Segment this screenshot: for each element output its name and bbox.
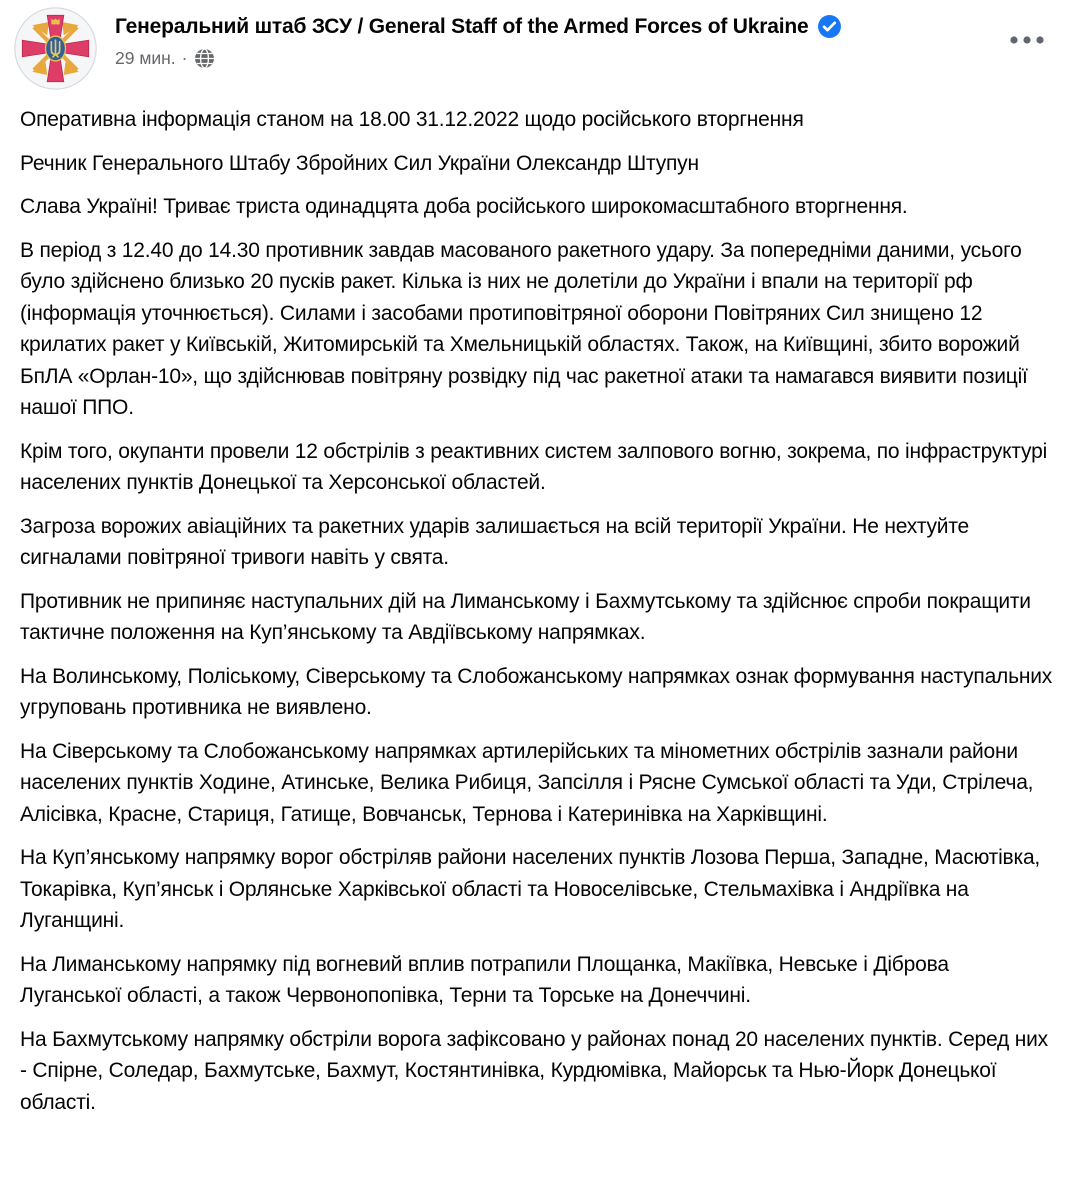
post-header [0, 0, 1071, 90]
post-paragraph: На Лиманському напрямку під вогневий вплив потрапили Площанка, Макіївка, Невське і Діброва Луганської області, а також Червонопопівка, Терни та Торське на Донеччині. [20, 952, 949, 1007]
verified-badge-icon [817, 14, 842, 39]
post-paragraph: На Волинському, Поліському, Сіверському та Слобожанському напрямках ознак формування наступальних угруповань противника не виявлено. [20, 664, 1053, 719]
post-paragraph: Противник не припиняє наступальних дій на Лиманському і Бахмутському та здійснює спроби покращити тактичне положення на Куп’янському та Авдіївському напрямках. [20, 589, 1031, 644]
ellipsis-icon [1009, 35, 1045, 45]
timestamp[interactable]: 29 мин. [115, 48, 176, 68]
post-paragraph: Оперативна інформація станом на 18.00 31.12.2022 щодо російського вторгнення [20, 108, 804, 131]
post-body [0, 90, 1071, 1118]
post-paragraph: На Сіверському та Слобожанському напрямках артилерійських та мінометних обстрілів зазнали райони населених пунктів Ходине, Атинське, Велика Рибиця, Запсілля і Рясне Сумської області та Уди, Стрілеча, Алісівка, Красне, Стариця, Гатище, Вовчанськ, Тернова і Катеринівка на Харківщині. [20, 739, 1034, 826]
public-globe-icon [194, 48, 215, 69]
post-options-button[interactable] [1005, 26, 1049, 54]
header-info [115, 7, 842, 69]
post-paragraph: Речник Генерального Штабу Збройних Сил України Олександр Штупун [20, 151, 699, 175]
post-paragraph: Загроза ворожих авіаційних та ракетних ударів залишається на всій території України. Не нехтуйте сигналами повітряної тривоги навіть у свята. [20, 514, 969, 569]
avatar[interactable] [14, 7, 97, 90]
post-paragraph: В період з 12.40 до 14.30 противник завдав масованого ракетного удару. За попередніми даними, усього було здійснено близько 20 пусків ракет. Кілька із них не долетіли до України і впали на території рф (інформація уточнюється). Силами і засобами протиповітряної оборони Повітряних Сил знищено 12 крилатих ракет у Київській, Житомирській та Хмельницькій областях. Також, на Київщині, збито ворожий БпЛА «Орлан-10», що здійснював повітряну розвідку під час ракетної атаки та намагався виявити позиції нашої ППО. [20, 238, 1028, 419]
post-paragraph: Слава Україні! Триває триста одинадцята доба російського широкомасштабного вторгнення. [20, 195, 908, 218]
post-paragraph: На Куп’янському напрямку ворог обстріляв райони населених пунктів Лозова Перша, Западне, Масютівка, Токарівка, Куп’янськ і Орлянське Харківської області та Новоселівське, Стельмахівка і Андріївка на Луганщині. [20, 846, 1041, 932]
post-paragraph: Крім того, окупанти провели 12 обстрілів з реактивних систем залпового вогню, зокрема, по інфраструктурі населених пунктів Донецької та Херсонської областей. [20, 439, 1048, 494]
post-paragraph: На Бахмутському напрямку обстріли ворога зафіксовано у районах понад 20 населених пунктів. Серед них - Спірне, Соледар, Бахмутське, Бахмут, Костянтинівка, Курдюмівка, Майорськ та Нью-Йорк Донецької області. [20, 1027, 1048, 1114]
timestamp-row [115, 48, 842, 69]
general-staff-emblem-icon [14, 7, 97, 90]
page-name[interactable]: Генеральний штаб ЗСУ / General Staff of the Armed Forces of Ukraine [115, 14, 809, 38]
dot-separator: · [181, 48, 188, 68]
